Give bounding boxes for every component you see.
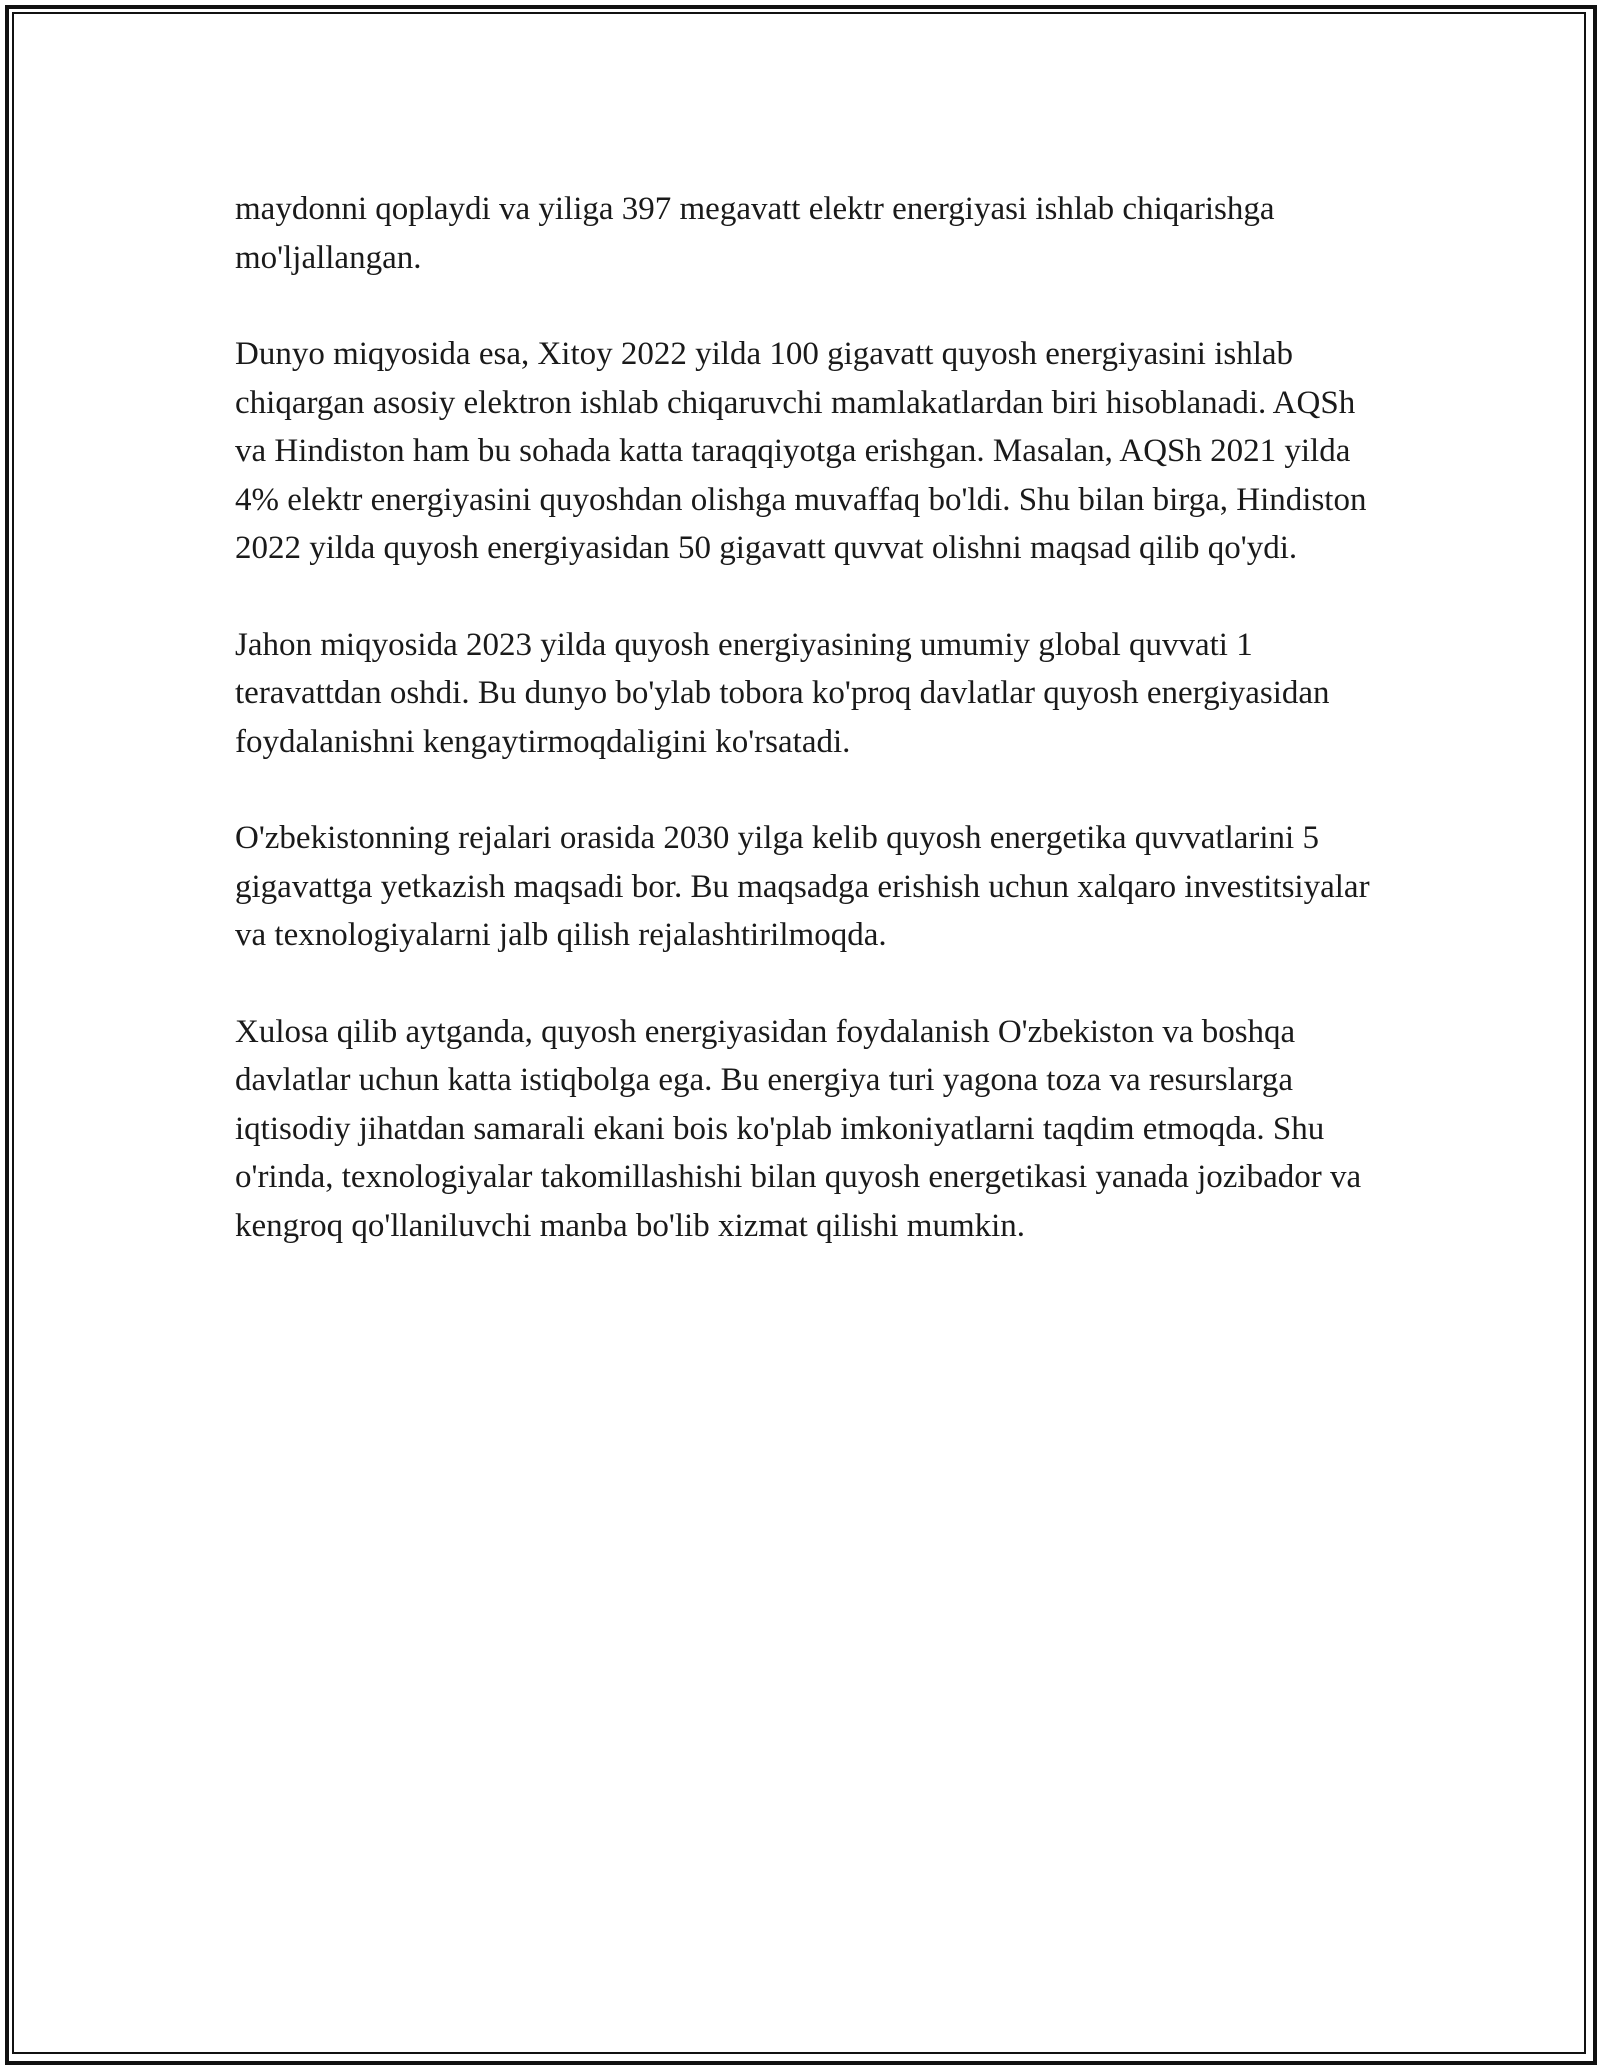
paragraph-3: Jahon miqyosida 2023 yilda quyosh energiyasining umumiy global quvvati 1 teravattdan oshdi. Bu dunyo bo'ylab tobora ko'proq davlatlar quyosh energiyasidan foydalanishni kengaytirmoqdaligini ko'rsatadi.: [235, 626, 1330, 760]
paragraph-2: Dunyo miqyosida esa, Xitoy 2022 yilda 100 gigavatt quyosh energiyasini ishlab chiqargan asosiy elektron ishlab chiqaruvchi mamlakatlardan biri hisoblanadi. AQSh va Hindiston ham bu sohada katta taraqqiyotga erishgan. Masalan, AQSh 2021 yilda 4% elektr energiyasini quyoshdan olishga muvaffaq bo'ldi. Shu bilan birga, Hindiston 2022 yilda quyosh energiyasidan 50 gigavatt quvvat olishni maqsad qilib qo'ydi.: [235, 336, 1367, 566]
paragraph-5: Xulosa qilib aytganda, quyosh energiyasidan foydalanish O'zbekiston va boshqa davlatlar uchun katta istiqbolga ega. Bu energiya turi yagona toza va resurslarga iqtisodiy jihatdan samarali ekani bois ko'plab imkoniyatlarni taqdim etmoqda. Shu o'rinda, texnologiyalar takomillashishi bilan quyosh energetikasi yanada jozibador va kengroq qo'llaniluvchi manba bo'lib xizmat qilishi mumkin.: [235, 1013, 1362, 1244]
paragraph-4: O'zbekistonning rejalari orasida 2030 yilga kelib quyosh energetika quvvatlarini 5 gigavattga yetkazish maqsadi bor. Bu maqsadga erishish uchun xalqaro investitsiyalar va texnologiyalarni jalb qilish rejalashtirilmoqda.: [235, 820, 1370, 953]
document-body: [235, 185, 1385, 1298]
paragraph-1: maydonni qoplaydi va yiliga 397 megavatt elektr energiyasi ishlab chiqarishga mo'ljallangan.: [235, 191, 1275, 276]
